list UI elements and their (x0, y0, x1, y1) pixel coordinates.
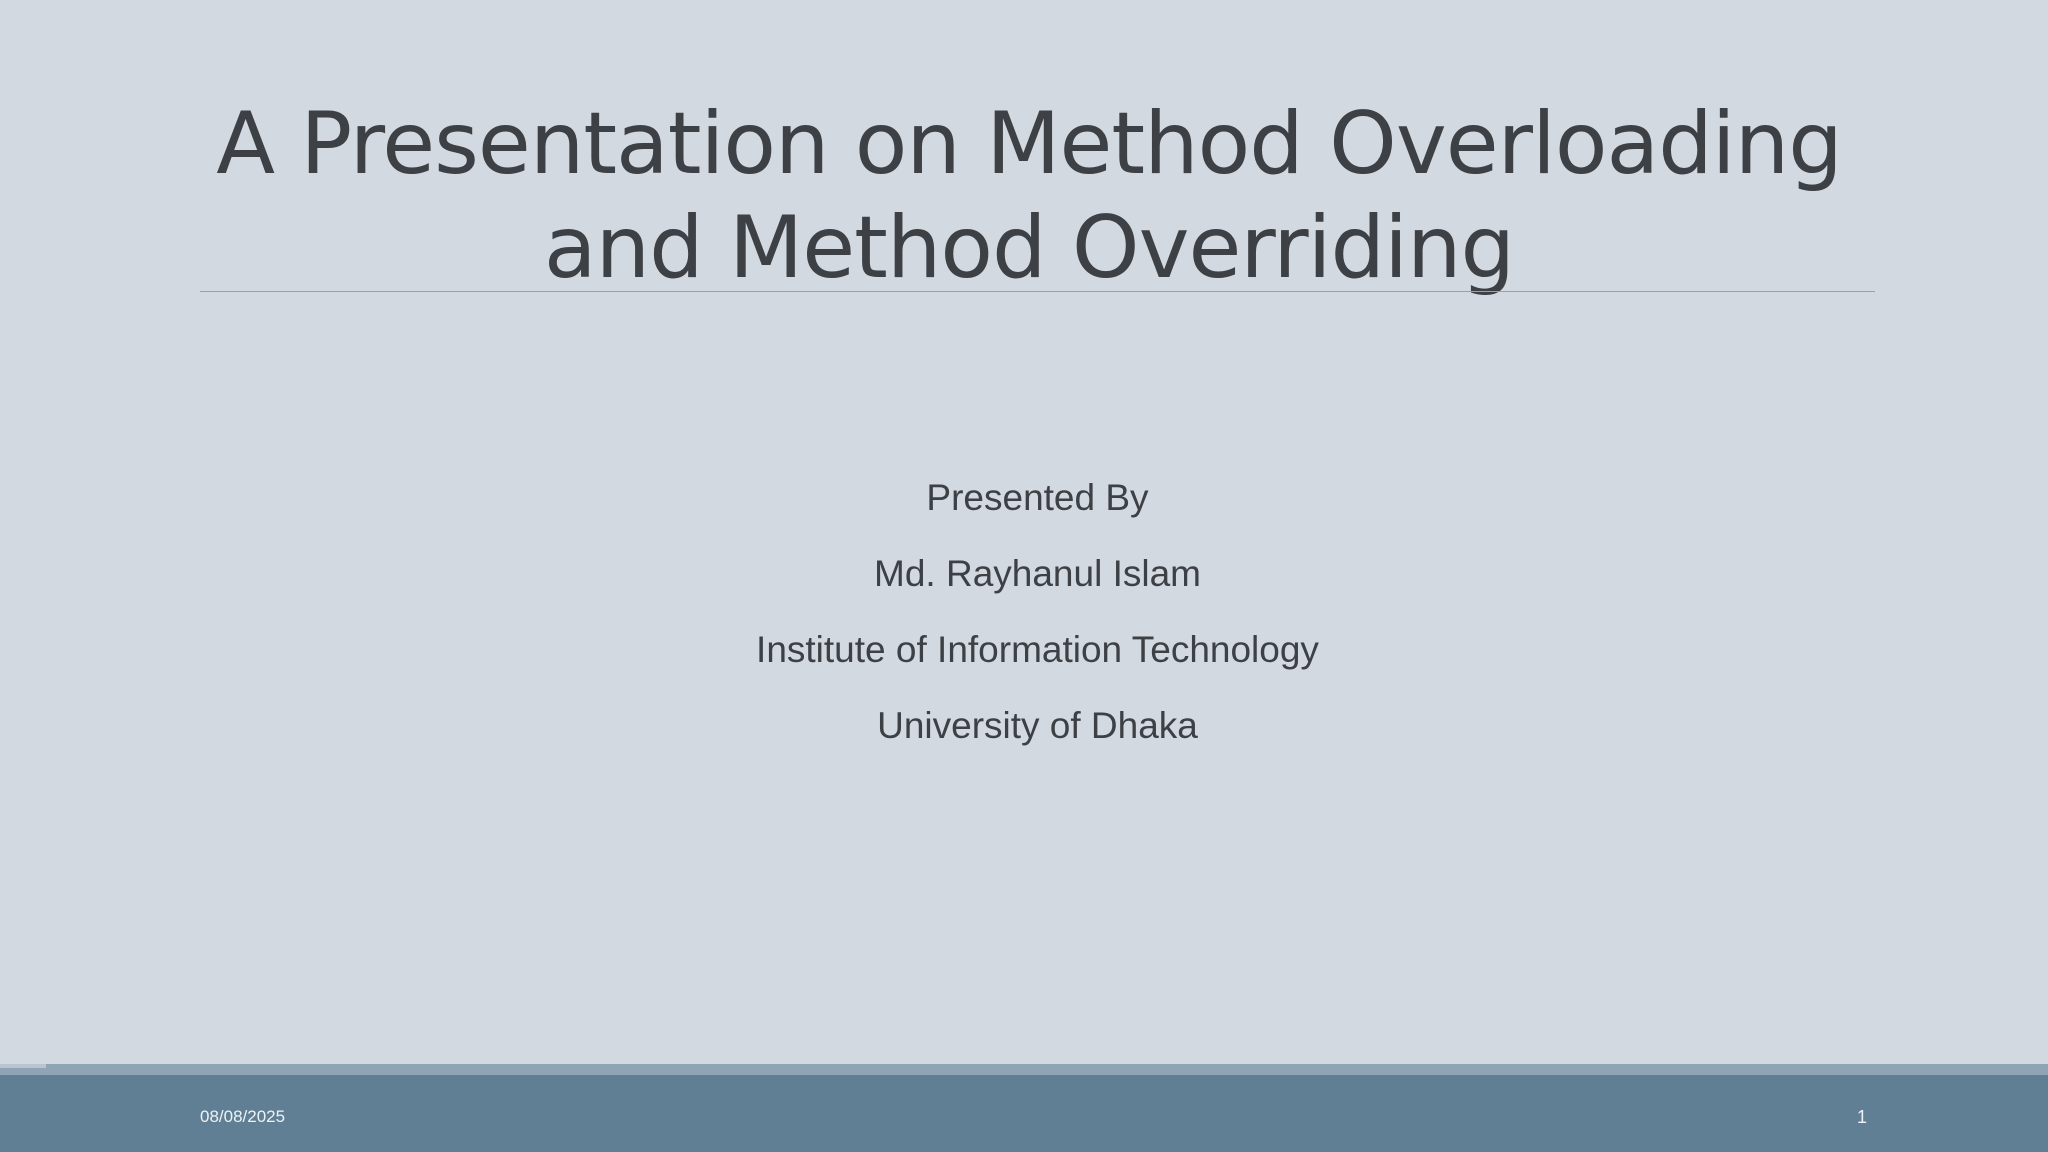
subtitle-institute: Institute of Information Technology (756, 629, 1319, 670)
footer-bar (0, 1075, 2048, 1152)
slide-title-line-1: A Presentation on Method Overloading (216, 94, 1842, 194)
slide-title[interactable] (200, 92, 1858, 300)
title-divider (200, 291, 1875, 292)
subtitle-presenter-name: Md. Rayhanul Islam (874, 553, 1201, 594)
subtitle-university: University of Dhaka (877, 705, 1198, 746)
footer-date: 08/08/2025 (200, 1107, 286, 1126)
slide-title-line-2: and Method Overriding (543, 198, 1515, 298)
footer-accent-stripe (0, 1064, 2048, 1075)
slide-subtitle[interactable] (200, 470, 1875, 774)
slide-number: 1 (1856, 1107, 1867, 1127)
footer-accent-highlight (0, 1064, 46, 1068)
subtitle-presented-by: Presented By (926, 477, 1149, 518)
